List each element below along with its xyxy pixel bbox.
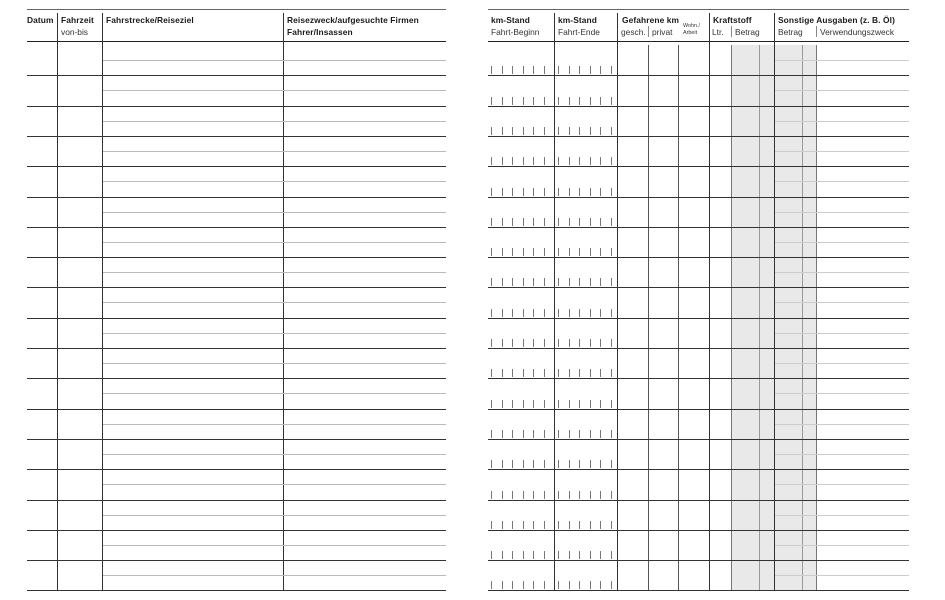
km-digit-tick (600, 491, 601, 499)
right-row-guide (775, 60, 909, 61)
right-row-guide (775, 272, 909, 273)
right-row-guide (775, 151, 909, 152)
km-digit-tick (558, 278, 559, 286)
km-digit-tick (533, 278, 534, 286)
km-digit-tick (569, 491, 570, 499)
km-digit-tick (533, 521, 534, 529)
header-fahrer-insassen: Fahrer/Insassen (287, 27, 353, 37)
km-digit-tick (611, 248, 612, 256)
km-digit-tick (502, 66, 503, 74)
right-row-rule (488, 197, 909, 198)
km-digit-tick (569, 581, 570, 589)
km-digit-tick (533, 551, 534, 559)
km-digit-tick (611, 218, 612, 226)
right-row-guide (775, 363, 909, 364)
right-row-rule (488, 530, 909, 531)
km-digit-tick (544, 278, 545, 286)
header-km-stand-beginn: km-Stand (491, 15, 530, 25)
km-digit-tick (544, 309, 545, 317)
km-digit-tick (600, 309, 601, 317)
km-digit-tick (590, 66, 591, 74)
km-digit-tick (600, 521, 601, 529)
km-digit-tick (512, 521, 513, 529)
right-row-guide (775, 181, 909, 182)
km-digit-tick (600, 127, 601, 135)
header-gesch: gesch. (621, 27, 646, 37)
km-digit-tick (512, 188, 513, 196)
km-digit-tick (533, 339, 534, 347)
right-row-guide (775, 454, 909, 455)
km-digit-tick (569, 309, 570, 317)
km-digit-tick (590, 248, 591, 256)
km-digit-tick (502, 521, 503, 529)
km-digit-tick (600, 339, 601, 347)
km-digit-tick (558, 309, 559, 317)
right-row-guide (775, 484, 909, 485)
km-digit-tick (523, 97, 524, 105)
km-digit-tick (512, 460, 513, 468)
km-digit-tick (502, 551, 503, 559)
km-digit-tick (590, 127, 591, 135)
header-fahrstrecke: Fahrstrecke/Reiseziel (106, 15, 194, 25)
km-digit-tick (579, 248, 580, 256)
km-digit-tick (600, 551, 601, 559)
km-digit-tick (558, 430, 559, 438)
km-digit-tick (512, 400, 513, 408)
km-digit-tick (579, 460, 580, 468)
km-digit-tick (502, 430, 503, 438)
km-digit-tick (491, 581, 492, 589)
km-digit-tick (611, 157, 612, 165)
km-digit-tick (611, 460, 612, 468)
km-digit-tick (544, 339, 545, 347)
right-row-rule (488, 378, 909, 379)
km-digit-tick (544, 188, 545, 196)
right-row-guide (775, 515, 909, 516)
km-digit-tick (579, 66, 580, 74)
km-digit-tick (611, 278, 612, 286)
km-digit-tick (502, 127, 503, 135)
km-digit-tick (590, 491, 591, 499)
km-digit-tick (590, 400, 591, 408)
km-digit-tick (579, 430, 580, 438)
right-row-guide (775, 212, 909, 213)
km-digit-tick (611, 127, 612, 135)
km-digit-tick (600, 278, 601, 286)
km-digit-tick (579, 551, 580, 559)
km-digit-tick (544, 581, 545, 589)
header-verwendungszweck: Verwendungszweck (820, 27, 895, 37)
km-digit-tick (590, 339, 591, 347)
km-digit-tick (558, 491, 559, 499)
km-digit-tick (590, 309, 591, 317)
km-digit-tick (523, 309, 524, 317)
km-digit-tick (502, 157, 503, 165)
km-digit-tick (611, 369, 612, 377)
km-digit-tick (544, 97, 545, 105)
km-digit-tick (611, 97, 612, 105)
km-digit-tick (491, 551, 492, 559)
header-fahrt-ende: Fahrt-Ende (558, 27, 600, 37)
right-row-rule (488, 75, 909, 76)
km-digit-tick (533, 491, 534, 499)
km-digit-tick (558, 551, 559, 559)
right-col-divider-kmbeginn (554, 13, 555, 591)
km-digit-tick (502, 460, 503, 468)
km-digit-tick (569, 278, 570, 286)
km-digit-tick (569, 66, 570, 74)
km-digit-tick (523, 400, 524, 408)
km-digit-tick (533, 218, 534, 226)
km-digit-tick (569, 551, 570, 559)
right-row-rule (488, 106, 909, 107)
km-digit-tick (611, 491, 612, 499)
km-digit-tick (533, 127, 534, 135)
km-digit-tick (611, 66, 612, 74)
km-digit-tick (533, 400, 534, 408)
km-digit-tick (491, 278, 492, 286)
km-digit-tick (558, 581, 559, 589)
km-digit-tick (558, 66, 559, 74)
km-digit-tick (533, 97, 534, 105)
km-digit-tick (491, 521, 492, 529)
km-digit-tick (590, 521, 591, 529)
km-digit-tick (523, 551, 524, 559)
km-digit-tick (544, 430, 545, 438)
km-digit-tick (600, 97, 601, 105)
header-kraftstoff-betrag: Betrag (735, 27, 760, 37)
right-row-rule (488, 166, 909, 167)
km-digit-tick (579, 491, 580, 499)
km-digit-tick (558, 97, 559, 105)
km-digit-tick (569, 400, 570, 408)
km-digit-tick (544, 157, 545, 165)
km-digit-tick (590, 218, 591, 226)
km-digit-tick (502, 339, 503, 347)
km-digit-tick (491, 127, 492, 135)
km-digit-tick (569, 218, 570, 226)
km-digit-tick (512, 491, 513, 499)
km-digit-tick (611, 400, 612, 408)
header-sonstige-ausgaben: Sonstige Ausgaben (z. B. Öl) (778, 15, 895, 25)
km-digit-tick (523, 581, 524, 589)
km-digit-tick (512, 127, 513, 135)
km-digit-tick (544, 521, 545, 529)
km-digit-tick (523, 339, 524, 347)
km-digit-tick (502, 188, 503, 196)
right-row-guide (775, 575, 909, 576)
km-digit-tick (558, 460, 559, 468)
km-digit-tick (579, 339, 580, 347)
km-digit-tick (533, 430, 534, 438)
header-arbeit: Arbeit (683, 30, 698, 36)
km-digit-tick (512, 66, 513, 74)
km-digit-tick (502, 400, 503, 408)
km-digit-tick (523, 127, 524, 135)
right-col-divider-gefahren (709, 13, 710, 591)
km-digit-tick (569, 460, 570, 468)
km-digit-tick (523, 430, 524, 438)
header-ltr: Ltr. (712, 27, 724, 37)
km-digit-tick (512, 218, 513, 226)
km-digit-tick (600, 430, 601, 438)
right-row-guide (775, 121, 909, 122)
km-digit-tick (611, 521, 612, 529)
km-digit-tick (590, 369, 591, 377)
km-digit-tick (569, 127, 570, 135)
km-digit-tick (590, 157, 591, 165)
km-digit-tick (579, 157, 580, 165)
km-digit-tick (611, 581, 612, 589)
km-digit-tick (512, 309, 513, 317)
km-digit-tick (569, 339, 570, 347)
km-digit-tick (544, 66, 545, 74)
km-digit-tick (558, 400, 559, 408)
km-digit-tick (491, 66, 492, 74)
right-row-rule (488, 560, 909, 561)
km-digit-tick (558, 369, 559, 377)
right-row-rule (488, 227, 909, 228)
km-digit-tick (600, 248, 601, 256)
km-digit-tick (512, 369, 513, 377)
km-digit-tick (533, 188, 534, 196)
km-digit-tick (569, 521, 570, 529)
km-digit-tick (544, 400, 545, 408)
right-top-rule (488, 9, 909, 10)
km-digit-tick (558, 521, 559, 529)
km-digit-tick (491, 248, 492, 256)
header-datum: Datum (27, 15, 54, 25)
km-digit-tick (590, 430, 591, 438)
km-digit-tick (579, 97, 580, 105)
header-fahrzeit: Fahrzeit (61, 15, 94, 25)
km-digit-tick (579, 521, 580, 529)
km-digit-tick (491, 157, 492, 165)
km-digit-tick (512, 157, 513, 165)
right-row-guide (775, 302, 909, 303)
right-row-rule (488, 136, 909, 137)
km-digit-tick (533, 309, 534, 317)
km-digit-tick (569, 248, 570, 256)
km-digit-tick (611, 551, 612, 559)
km-digit-tick (558, 339, 559, 347)
header-von-bis: von-bis (61, 27, 88, 37)
km-digit-tick (611, 188, 612, 196)
km-digit-tick (600, 400, 601, 408)
km-digit-tick (579, 369, 580, 377)
km-digit-tick (523, 491, 524, 499)
km-digit-tick (569, 188, 570, 196)
km-digit-tick (600, 157, 601, 165)
right-row-rule (488, 257, 909, 258)
km-digit-tick (590, 97, 591, 105)
right-row-guide (775, 242, 909, 243)
km-digit-tick (491, 369, 492, 377)
header-kraftstoff: Kraftstoff (713, 15, 752, 25)
km-digit-tick (569, 97, 570, 105)
km-digit-tick (523, 460, 524, 468)
km-digit-tick (512, 339, 513, 347)
km-digit-tick (558, 127, 559, 135)
km-digit-tick (512, 581, 513, 589)
right-row-guide (775, 393, 909, 394)
km-digit-tick (491, 339, 492, 347)
km-digit-tick (544, 460, 545, 468)
km-digit-tick (491, 97, 492, 105)
km-digit-tick (600, 460, 601, 468)
km-digit-tick (579, 581, 580, 589)
km-digit-tick (544, 491, 545, 499)
km-digit-tick (579, 278, 580, 286)
km-digit-tick (600, 66, 601, 74)
header-privat: privat (652, 27, 673, 37)
km-digit-tick (544, 127, 545, 135)
right-row-rule (488, 590, 909, 591)
km-digit-tick (600, 581, 601, 589)
km-digit-tick (491, 430, 492, 438)
km-digit-tick (579, 188, 580, 196)
km-digit-tick (512, 430, 513, 438)
right-row-guide (775, 90, 909, 91)
right-row-rule (488, 500, 909, 501)
km-digit-tick (533, 460, 534, 468)
km-digit-tick (590, 551, 591, 559)
km-digit-tick (579, 400, 580, 408)
km-digit-tick (523, 278, 524, 286)
right-col-divider-kmende (617, 13, 618, 591)
km-digit-tick (558, 157, 559, 165)
header-fahrt-beginn: Fahrt-Beginn (491, 27, 540, 37)
header-gefahrene-km: Gefahrene km (622, 15, 680, 25)
km-digit-tick (611, 309, 612, 317)
km-digit-tick (512, 551, 513, 559)
km-digit-tick (523, 157, 524, 165)
km-digit-tick (533, 66, 534, 74)
km-digit-tick (502, 491, 503, 499)
km-digit-tick (491, 188, 492, 196)
km-digit-tick (579, 309, 580, 317)
km-digit-tick (502, 309, 503, 317)
km-digit-tick (579, 218, 580, 226)
right-row-rule (488, 469, 909, 470)
km-digit-tick (502, 369, 503, 377)
km-digit-tick (512, 248, 513, 256)
right-row-rule (488, 318, 909, 319)
km-digit-tick (491, 400, 492, 408)
km-digit-tick (600, 188, 601, 196)
right-row-guide (775, 545, 909, 546)
km-digit-tick (558, 248, 559, 256)
km-digit-tick (544, 218, 545, 226)
header-sonstige-betrag: Betrag (778, 27, 803, 37)
km-digit-tick (512, 97, 513, 105)
km-digit-tick (611, 430, 612, 438)
km-digit-tick (611, 339, 612, 347)
km-digit-tick (502, 218, 503, 226)
km-digit-tick (512, 278, 513, 286)
km-digit-tick (533, 581, 534, 589)
km-digit-tick (544, 248, 545, 256)
km-digit-tick (523, 521, 524, 529)
km-digit-tick (600, 369, 601, 377)
right-row-rule (488, 409, 909, 410)
km-digit-tick (590, 460, 591, 468)
km-digit-tick (533, 248, 534, 256)
km-digit-tick (600, 218, 601, 226)
km-digit-tick (533, 157, 534, 165)
km-digit-tick (491, 460, 492, 468)
header-km-stand-ende: km-Stand (558, 15, 597, 25)
km-digit-tick (491, 309, 492, 317)
km-digit-tick (558, 218, 559, 226)
km-digit-tick (523, 248, 524, 256)
header-wohn: Wohn./ (683, 23, 700, 29)
km-digit-tick (590, 278, 591, 286)
km-digit-tick (523, 369, 524, 377)
km-digit-tick (523, 188, 524, 196)
km-digit-tick (502, 248, 503, 256)
km-digit-tick (523, 218, 524, 226)
right-row-rule (488, 439, 909, 440)
right-row-guide (775, 333, 909, 334)
km-digit-tick (590, 581, 591, 589)
right-row-guide (775, 424, 909, 425)
km-digit-tick (569, 430, 570, 438)
km-digit-tick (569, 157, 570, 165)
km-digit-tick (491, 218, 492, 226)
header-reisezweck: Reisezweck/aufgesuchte Firmen (287, 15, 419, 25)
km-digit-tick (533, 369, 534, 377)
km-digit-tick (544, 369, 545, 377)
header-subdivider-gesch (648, 26, 649, 37)
km-digit-tick (558, 188, 559, 196)
right-row-rule (488, 287, 909, 288)
right-header-rule (488, 41, 909, 42)
km-digit-tick (491, 491, 492, 499)
km-digit-tick (579, 127, 580, 135)
km-digit-tick (544, 551, 545, 559)
header-subdivider-betrag (816, 26, 817, 37)
km-digit-tick (569, 369, 570, 377)
km-digit-tick (523, 66, 524, 74)
header-subdivider-ltr (731, 26, 732, 37)
km-digit-tick (502, 97, 503, 105)
right-row-rule (488, 348, 909, 349)
km-digit-tick (590, 188, 591, 196)
km-digit-tick (502, 581, 503, 589)
km-digit-tick (502, 278, 503, 286)
